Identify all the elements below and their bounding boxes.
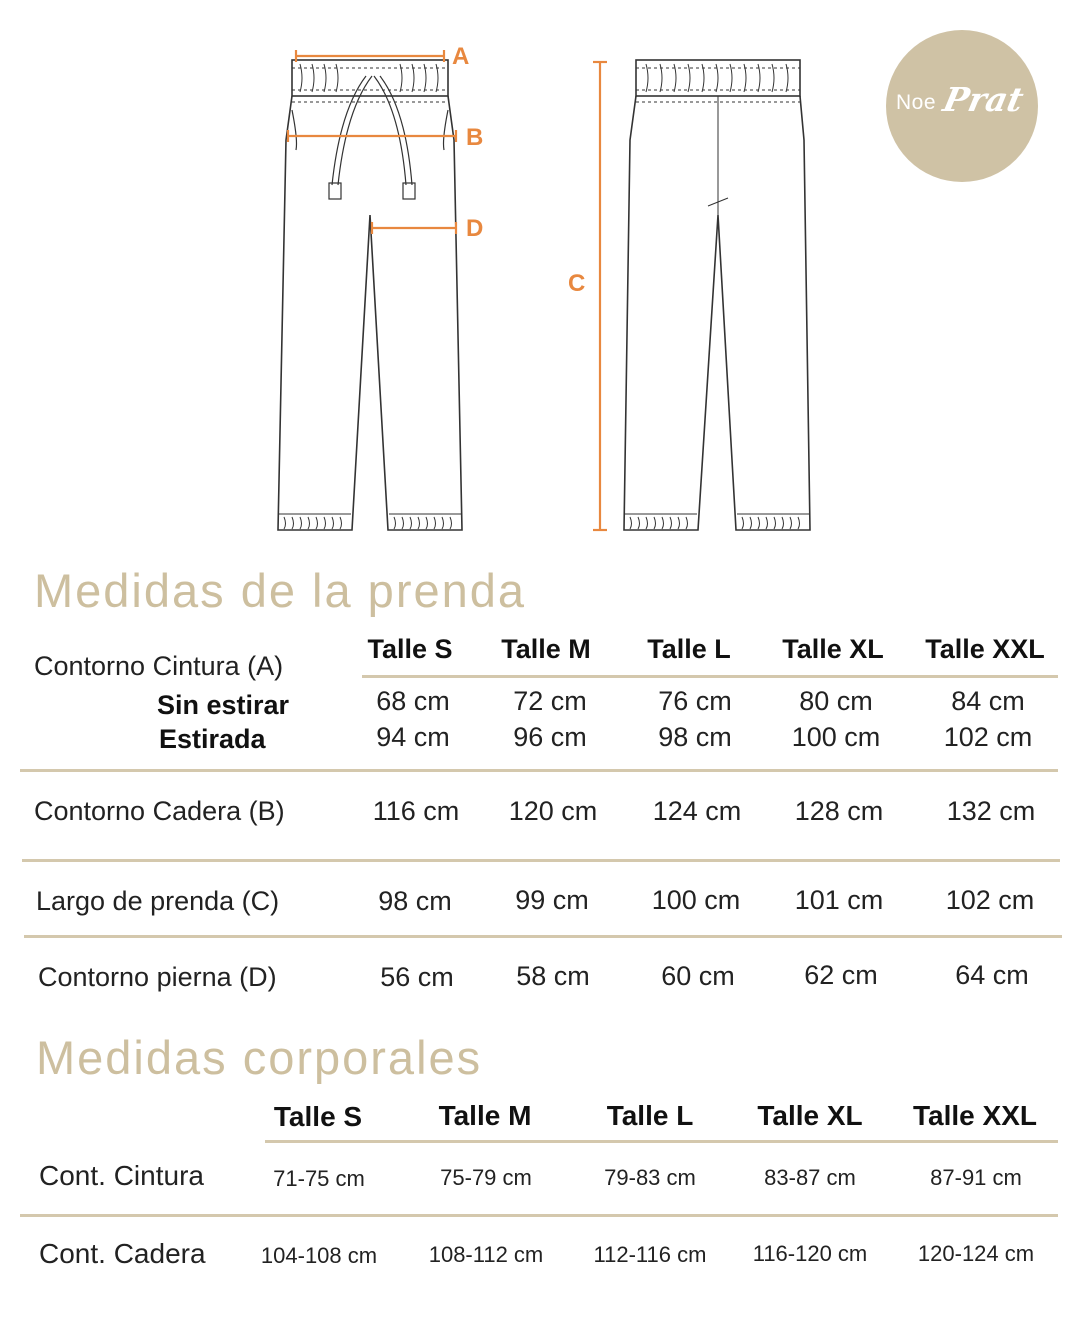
table-cell: 112-116 cm (593, 1242, 707, 1267)
table-cell: 101 cm (794, 885, 884, 915)
table-cell: 98 cm (658, 722, 732, 752)
garment-section-title: Medidas de la prenda (34, 564, 527, 617)
table-cell: 72 cm (513, 686, 587, 716)
table-cell: 128 cm (794, 796, 884, 826)
table-cell: 96 cm (513, 722, 587, 752)
header-divider (265, 1140, 1058, 1143)
table-cell: 80 cm (799, 686, 873, 716)
row-divider (24, 935, 1062, 938)
measure-label-b: B (466, 124, 484, 151)
table-cell: 79-83 cm (604, 1165, 696, 1190)
table-cell: 84 cm (951, 686, 1025, 716)
table-cell: 62 cm (804, 960, 878, 990)
table-cell: 104-108 cm (260, 1243, 378, 1268)
body-size-header: Talle L (606, 1100, 694, 1131)
garment-size-header: Talle XL (782, 634, 884, 664)
table-cell: 98 cm (378, 886, 452, 916)
waist-row-label: Contorno Cintura (A) (34, 651, 284, 681)
table-cell: 64 cm (955, 960, 1029, 990)
measure-label-d: D (466, 215, 484, 242)
body-size-header: Talle S (273, 1101, 363, 1132)
table-cell: 102 cm (943, 722, 1033, 752)
table-cell: 68 cm (376, 686, 450, 716)
logo-text-prat: Prat (939, 80, 1027, 119)
hip-row-label: Contorno Cadera (B) (34, 796, 285, 826)
table-cell: 100 cm (791, 722, 881, 752)
table-cell: 102 cm (945, 885, 1035, 915)
garment-size-header: Talle M (501, 634, 591, 664)
table-cell: 99 cm (515, 885, 589, 915)
table-cell: 108-112 cm (428, 1242, 544, 1267)
stretched-label: Estirada (159, 724, 266, 754)
table-cell: 116-120 cm (752, 1241, 868, 1266)
table-cell: 120-124 cm (917, 1241, 1035, 1266)
unstretched-label: Sin estirar (157, 690, 290, 720)
table-cell: 87-91 cm (930, 1165, 1022, 1190)
table-cell: 124 cm (652, 796, 742, 826)
garment-size-header: Talle L (647, 634, 731, 664)
row-divider (20, 1214, 1058, 1217)
back-view (624, 60, 810, 530)
length-row-label: Largo de prenda (C) (36, 886, 280, 916)
body-section-title: Medidas corporales (36, 1031, 483, 1084)
table-cell: 71-75 cm (273, 1166, 365, 1191)
measure-lines (288, 50, 607, 530)
table-cell: 76 cm (658, 686, 732, 716)
table-cell: 120 cm (508, 796, 598, 826)
table-cell: 83-87 cm (764, 1165, 856, 1190)
row-divider (20, 769, 1058, 772)
leg-row-label: Contorno pierna (D) (38, 962, 277, 992)
body-waist-label: Cont. Cintura (39, 1160, 204, 1191)
table-cell: 56 cm (380, 962, 454, 992)
table-cell: 75-79 cm (440, 1165, 532, 1190)
logo-text-noe: Noe (896, 91, 937, 114)
garment-size-header: Talle XXL (925, 634, 1045, 664)
body-size-header: Talle XL (757, 1100, 863, 1131)
table-cell: 60 cm (661, 961, 735, 991)
measure-label-a: A (452, 43, 470, 70)
table-cell: 94 cm (376, 722, 450, 752)
brand-logo (886, 30, 1038, 182)
body-hip-label: Cont. Cadera (39, 1238, 206, 1269)
table-cell: 58 cm (516, 961, 590, 991)
table-cell: 132 cm (946, 796, 1036, 826)
body-size-header: Talle XXL (913, 1100, 1037, 1131)
header-divider (362, 675, 1058, 678)
body-size-header: Talle M (438, 1100, 532, 1131)
row-divider (22, 859, 1060, 862)
table-cell: 116 cm (372, 796, 460, 826)
front-view (278, 60, 462, 530)
table-cell: 100 cm (651, 885, 741, 915)
garment-size-header: Talle S (367, 634, 453, 664)
measure-label-c: C (568, 270, 586, 297)
